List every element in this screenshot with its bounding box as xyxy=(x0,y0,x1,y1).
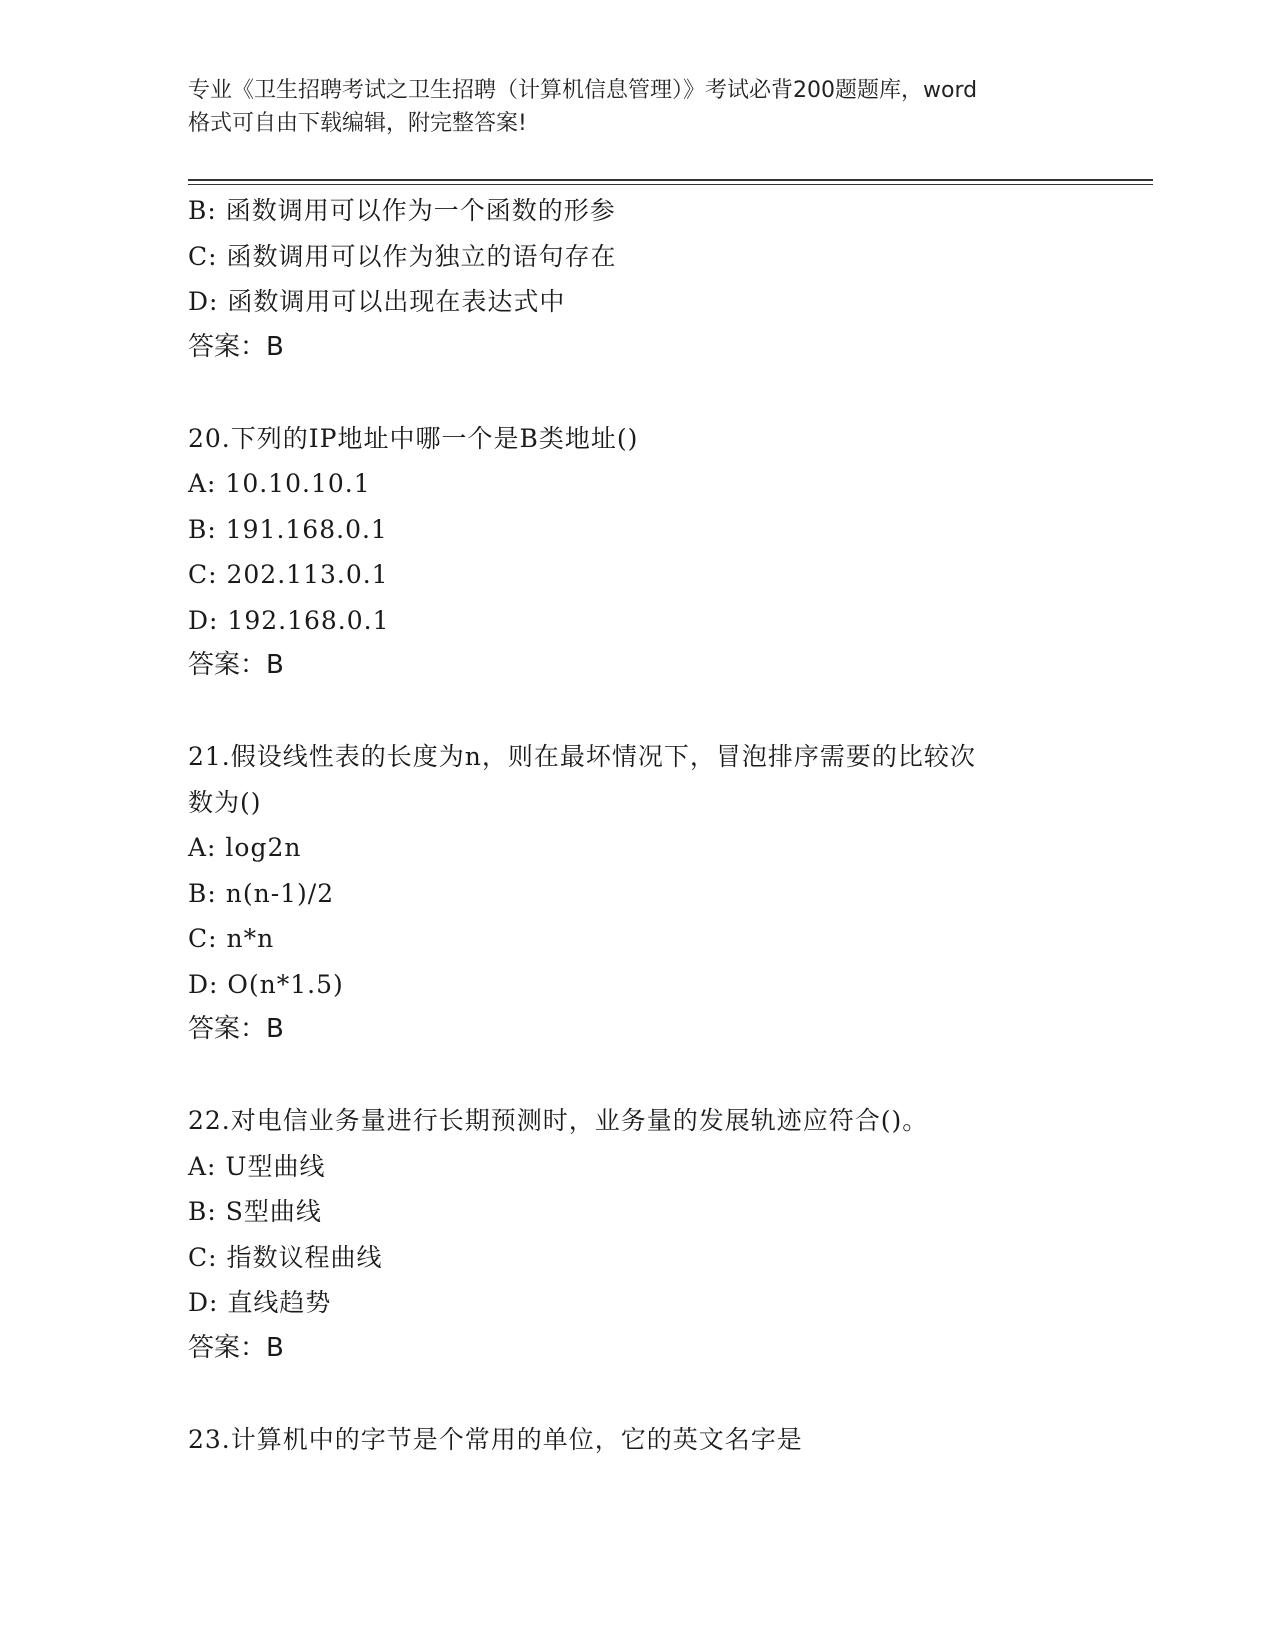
question-20 xyxy=(188,416,1108,689)
option-b: B: n(n-1)/2 xyxy=(188,878,335,908)
option-c: C: 202.113.0.1 xyxy=(188,560,389,589)
option-a: A: U型曲线 xyxy=(188,1151,326,1181)
option-a: A: 10.10.10.1 xyxy=(188,469,371,498)
option-c: C: 函数调用可以作为独立的语句存在 xyxy=(188,241,617,271)
question-text-line-1: 21.假设线性表的长度为n，则在最坏情况下，冒泡排序需要的比较次 xyxy=(188,742,976,771)
question-text: 22.对电信业务量进行长期预测时，业务量的发展轨迹应符合()。 xyxy=(188,1106,929,1135)
document-header xyxy=(188,74,1108,140)
question-19-tail xyxy=(188,188,1108,370)
spacer xyxy=(188,1053,1108,1099)
answer: 答案：B xyxy=(188,331,284,362)
option-d: D: 192.168.0.1 xyxy=(188,605,390,635)
question-list xyxy=(188,188,1108,1462)
question-21 xyxy=(188,734,1108,1053)
header-title-line-1: 专业《卫生招聘考试之卫生招聘（计算机信息管理）》考试必背200题题库，word xyxy=(188,78,978,103)
question-text: 23.计算机中的字节是个常用的单位，它的英文名字是 xyxy=(188,1424,803,1454)
answer: 答案：B xyxy=(188,1014,284,1044)
header-divider-thin xyxy=(188,184,1153,185)
question-text: 20.下列的IP地址中哪一个是B类地址() xyxy=(188,423,639,453)
option-b: B: 函数调用可以作为一个函数的形参 xyxy=(188,196,616,225)
question-22 xyxy=(188,1098,1108,1371)
question-text-line-2: 数为() xyxy=(188,787,262,817)
option-c: C: n*n xyxy=(188,924,275,953)
option-b: B: 191.168.0.1 xyxy=(188,514,388,544)
header-title-line-2: 格式可自由下载编辑，附完整答案! xyxy=(188,111,527,136)
option-d: D: 直线趋势 xyxy=(188,1288,332,1317)
answer: 答案：B xyxy=(188,650,284,680)
header-divider-thick xyxy=(188,179,1153,181)
spacer xyxy=(188,370,1108,416)
question-23 xyxy=(188,1417,1108,1463)
option-b: B: S型曲线 xyxy=(188,1197,322,1226)
option-d: D: O(n*1.5) xyxy=(188,969,344,999)
option-a: A: log2n xyxy=(188,833,302,862)
spacer xyxy=(188,689,1108,735)
option-c: C: 指数议程曲线 xyxy=(188,1242,383,1272)
option-d: D: 函数调用可以出现在表达式中 xyxy=(188,287,566,316)
spacer xyxy=(188,1371,1108,1417)
answer: 答案：B xyxy=(188,1332,284,1363)
